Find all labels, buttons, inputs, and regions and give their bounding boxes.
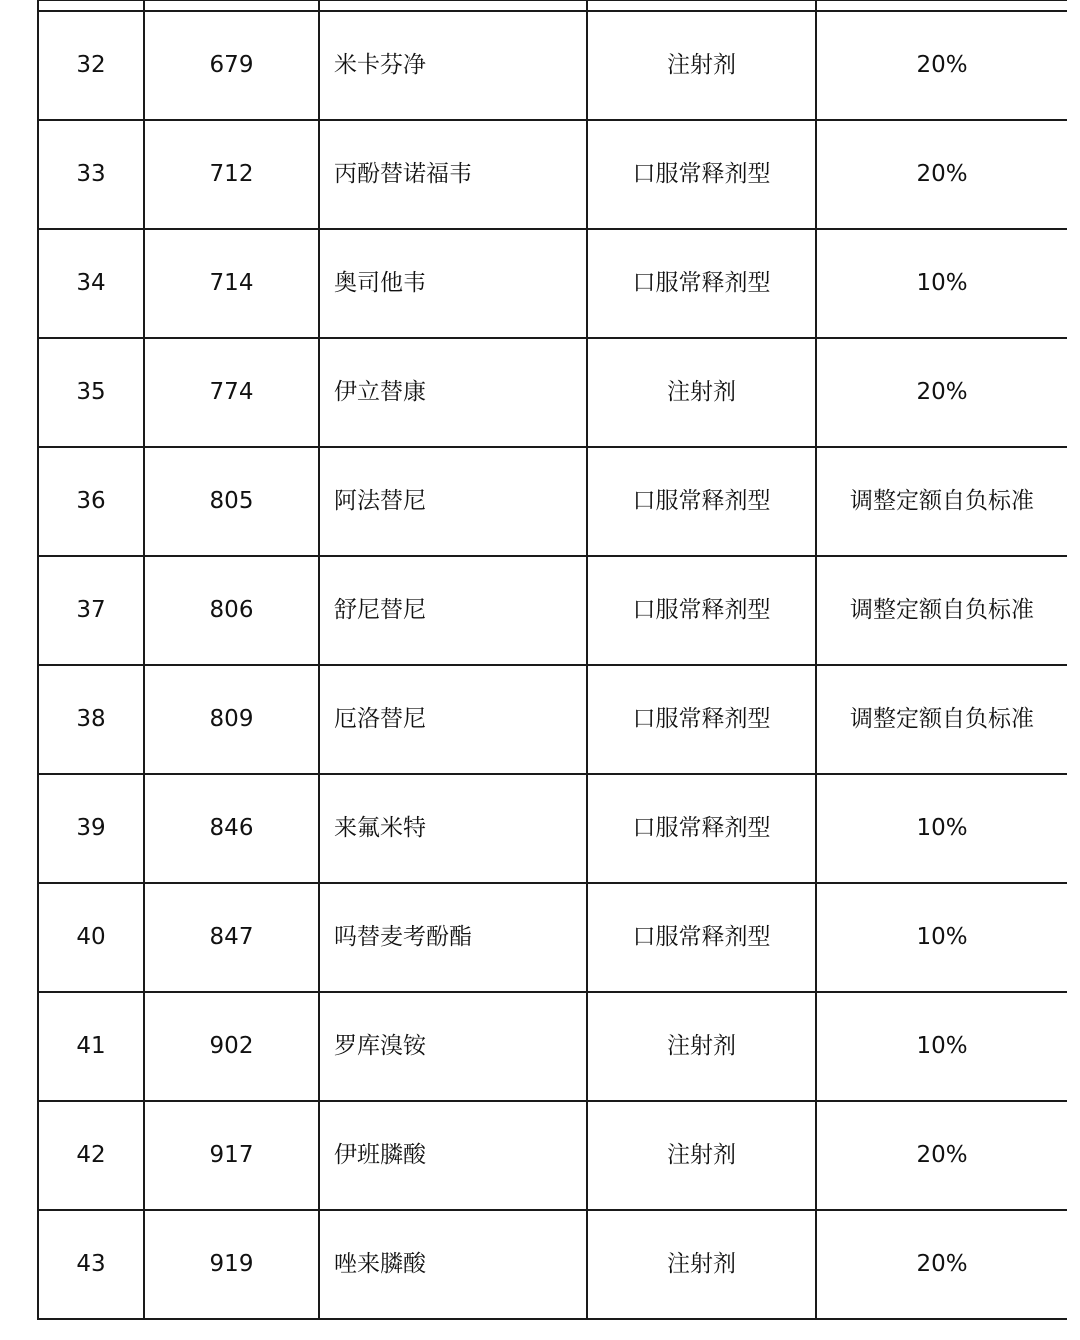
table-row	[38, 883, 1067, 992]
self-pay-ratio-cell: 20%	[816, 120, 1067, 229]
dosage-form-cell: 口服常释剂型	[587, 556, 816, 665]
row-number-cell: 35	[38, 338, 144, 447]
row-number-cell: 36	[38, 447, 144, 556]
self-pay-ratio-cell: 20%	[816, 1101, 1067, 1210]
dosage-form-cell: 注射剂	[587, 338, 816, 447]
drug-code-cell: 846	[144, 774, 319, 883]
dosage-form-cell: 口服常释剂型	[587, 120, 816, 229]
table-row	[38, 1101, 1067, 1210]
table-row	[38, 1210, 1067, 1319]
dosage-form-cell: 口服常释剂型	[587, 665, 816, 774]
drug-code-cell: 847	[144, 883, 319, 992]
drug-name-cell: 厄洛替尼	[319, 665, 587, 774]
drug-name-cell: 来氟米特	[319, 774, 587, 883]
self-pay-ratio-cell: 10%	[816, 774, 1067, 883]
self-pay-ratio-cell: 调整定额自负标准	[816, 447, 1067, 556]
dosage-form-cell: 口服常释剂型	[587, 774, 816, 883]
stub-cell	[319, 0, 587, 11]
drug-name-cell: 罗库溴铵	[319, 992, 587, 1101]
drug-code-cell: 774	[144, 338, 319, 447]
row-number-cell: 33	[38, 120, 144, 229]
drug-name-cell: 丙酚替诺福韦	[319, 120, 587, 229]
dosage-form-cell: 注射剂	[587, 1101, 816, 1210]
drug-code-cell: 902	[144, 992, 319, 1101]
row-number-cell: 42	[38, 1101, 144, 1210]
self-pay-ratio-cell: 10%	[816, 883, 1067, 992]
drug-code-cell: 679	[144, 11, 319, 120]
dosage-form-cell: 口服常释剂型	[587, 883, 816, 992]
drug-code-cell: 712	[144, 120, 319, 229]
dosage-form-cell: 口服常释剂型	[587, 447, 816, 556]
stub-cell	[816, 0, 1067, 11]
dosage-form-cell: 注射剂	[587, 11, 816, 120]
drug-name-cell: 伊班膦酸	[319, 1101, 587, 1210]
drug-code-cell: 714	[144, 229, 319, 338]
table-row	[38, 665, 1067, 774]
stub-cell	[38, 0, 144, 11]
self-pay-ratio-cell: 20%	[816, 338, 1067, 447]
self-pay-ratio-cell: 10%	[816, 992, 1067, 1101]
self-pay-ratio-cell: 20%	[816, 11, 1067, 120]
row-number-cell: 41	[38, 992, 144, 1101]
table-row	[38, 120, 1067, 229]
drug-name-cell: 吗替麦考酚酯	[319, 883, 587, 992]
table-row	[38, 556, 1067, 665]
table-row	[38, 229, 1067, 338]
drug-code-cell: 805	[144, 447, 319, 556]
drug-name-cell: 阿法替尼	[319, 447, 587, 556]
drug-code-cell: 806	[144, 556, 319, 665]
row-number-cell: 38	[38, 665, 144, 774]
dosage-form-cell: 注射剂	[587, 1210, 816, 1319]
dosage-form-cell: 注射剂	[587, 992, 816, 1101]
drug-code-cell: 917	[144, 1101, 319, 1210]
drug-name-cell: 唑来膦酸	[319, 1210, 587, 1319]
stub-cell	[587, 0, 816, 11]
drug-name-cell: 奥司他韦	[319, 229, 587, 338]
drug-name-cell: 舒尼替尼	[319, 556, 587, 665]
row-number-cell: 40	[38, 883, 144, 992]
dosage-form-cell: 口服常释剂型	[587, 229, 816, 338]
self-pay-ratio-cell: 20%	[816, 1210, 1067, 1319]
self-pay-ratio-cell: 调整定额自负标准	[816, 665, 1067, 774]
drug-table-container	[37, 0, 1067, 1340]
table-row	[38, 992, 1067, 1101]
drug-code-cell: 809	[144, 665, 319, 774]
row-number-cell: 34	[38, 229, 144, 338]
row-number-cell: 37	[38, 556, 144, 665]
drug-code-cell: 919	[144, 1210, 319, 1319]
drug-reimbursement-table	[37, 0, 1067, 1320]
row-number-cell: 43	[38, 1210, 144, 1319]
row-number-cell: 32	[38, 11, 144, 120]
table-row	[38, 774, 1067, 883]
self-pay-ratio-cell: 调整定额自负标准	[816, 556, 1067, 665]
stub-cell	[144, 0, 319, 11]
table-row	[38, 447, 1067, 556]
row-number-cell: 39	[38, 774, 144, 883]
table-row	[38, 338, 1067, 447]
drug-name-cell: 伊立替康	[319, 338, 587, 447]
table-row	[38, 11, 1067, 120]
previous-row-stub	[38, 0, 1067, 11]
drug-name-cell: 米卡芬净	[319, 11, 587, 120]
self-pay-ratio-cell: 10%	[816, 229, 1067, 338]
